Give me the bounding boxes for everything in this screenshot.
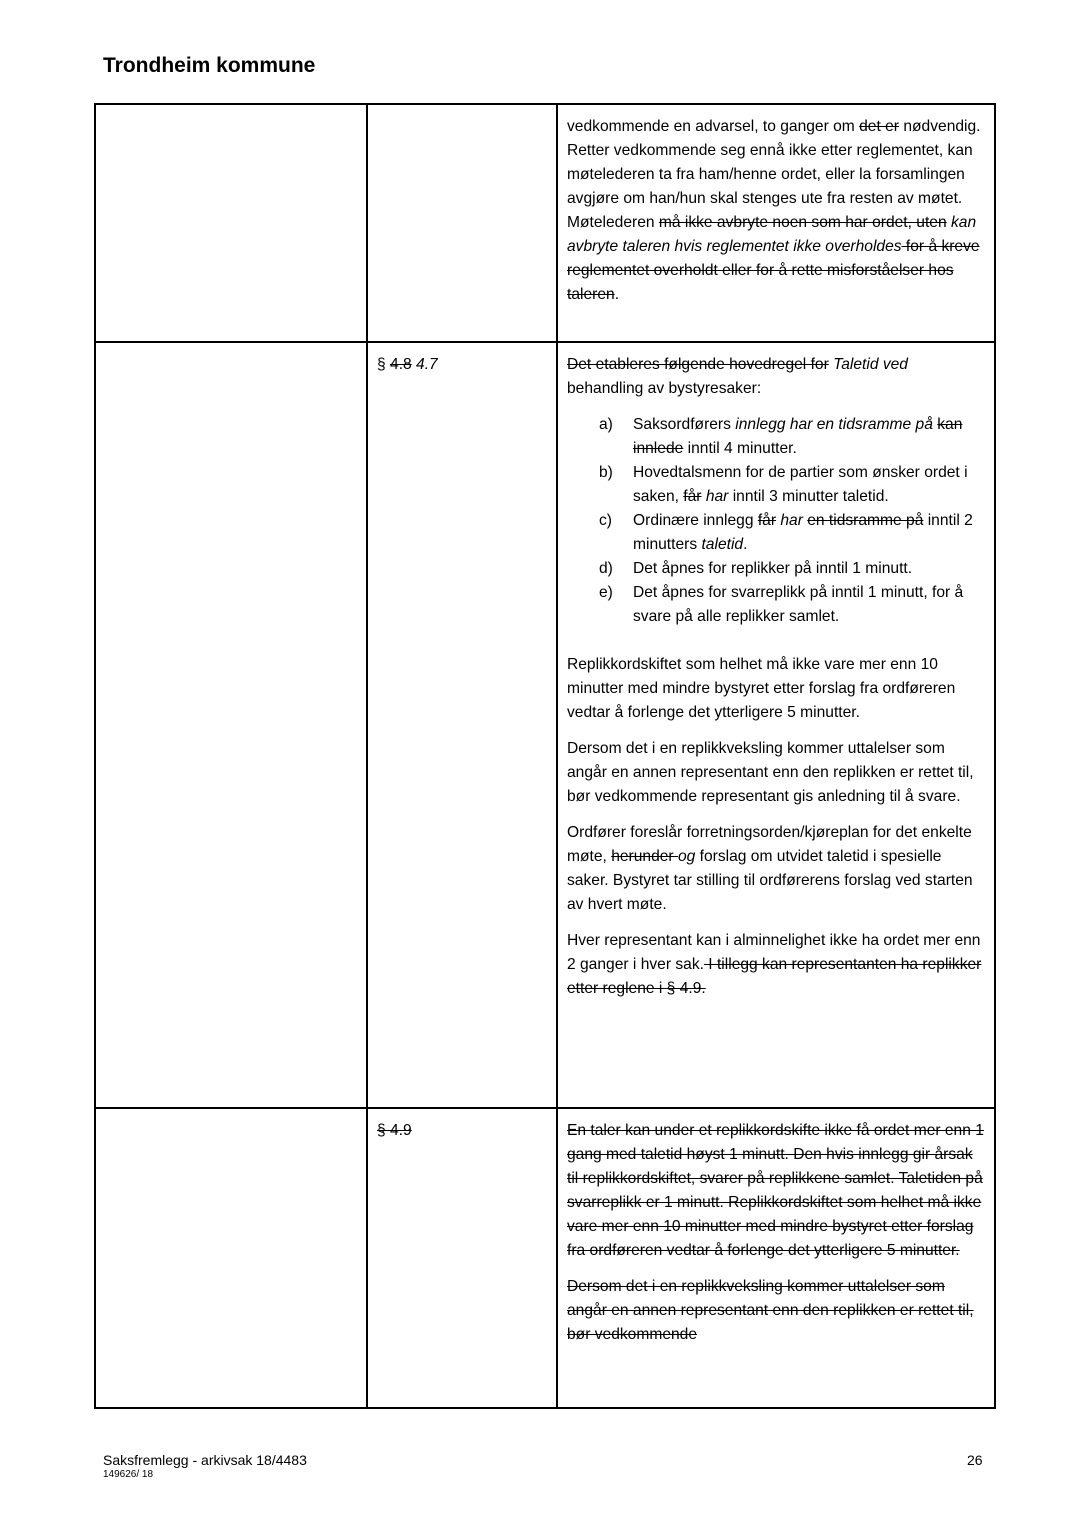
cell-section: [367, 1108, 557, 1408]
list-label: e): [599, 584, 613, 601]
section-number: [377, 353, 548, 377]
paragraph: [567, 821, 986, 917]
text-run: forslag om utvidet taletid i spesielle saker. Bystyret tar stilling til ordførerens forslag ved starten av hvert møte.: [567, 848, 973, 913]
inserted-text: innlegg har en tidsramme på: [735, 416, 938, 433]
text-run: Ordfører foreslår forretningsorden/kjøreplan for det enkelte møte,: [567, 824, 972, 865]
text-run: inntil 3 minutter taletid.: [728, 488, 889, 505]
text-run: Ordinære innlegg: [633, 512, 758, 529]
list-text: [633, 461, 986, 509]
cell-text: [557, 342, 995, 1108]
table-row: [95, 342, 995, 1108]
time-limit-list: [567, 413, 986, 629]
text-run: Det åpnes for svarreplikk på inntil 1 minutt, for å svare på alle replikker samlet.: [633, 584, 964, 625]
text-run: .: [743, 536, 748, 553]
text-run: inntil 2 minutters: [633, 512, 973, 553]
page-header-title: Trondheim kommune: [103, 54, 316, 77]
cell-empty: [95, 1108, 367, 1408]
inserted-text: kan avbryte taleren hvis reglementet ikke overholdes: [567, 214, 977, 255]
deleted-text: 4.8: [390, 356, 412, 373]
cell-empty: [95, 342, 367, 1108]
deleted-text: I tillegg kan representanten ha replikker etter reglene i § 4.9.: [567, 956, 982, 997]
list-item: [599, 413, 986, 461]
paragraph: [567, 653, 986, 725]
deleted-text: Det etableres følgende hovedregel for: [567, 356, 829, 373]
paragraph: [567, 737, 986, 809]
footer-archive-number: 149626/ 18: [103, 1469, 154, 1480]
text-run: Replikkordskiftet som helhet må ikke vare mer enn 10 minutter med mindre bystyret etter forslag fra ordføreren vedtar å forlenge det ytterligere 5 minutter.: [567, 656, 956, 721]
list-label: c): [599, 512, 612, 529]
inserted-text: Taletid ved: [828, 356, 908, 373]
deleted-text: det er: [859, 118, 900, 135]
footer-document-ref: Saksfremlegg - arkivsak 18/4483: [103, 1452, 307, 1468]
paragraph-intro: [567, 353, 986, 401]
deleted-text: En taler kan under et replikkordskifte ikke få ordet mer enn 1 gang med taletid høyst 1 minutt. Den hvis innlegg gir årsak til replikkordskiftet, svarer på replikkene samlet. Taletiden på svarreplikk er 1 minutt. Replikkordskiftet som helhet må ikke vare mer enn 10 minutter med mindre bystyret etter forslag fra ordføreren vedtar å forlenge det ytterligere 5 minutter.: [567, 1122, 984, 1259]
section-number: [377, 1119, 548, 1143]
text-run: Hver representant kan i alminnelighet ikke ha ordet mer enn 2 ganger i hver sak.: [567, 932, 981, 973]
deleted-text: § 4.9: [377, 1122, 412, 1139]
footer: [103, 1452, 307, 1480]
paragraph: [567, 1275, 986, 1347]
paragraph: [567, 115, 986, 307]
inserted-text: taletid: [701, 536, 744, 553]
text-run: inntil 4 minutter.: [683, 440, 797, 457]
inserted-text: og: [677, 848, 696, 865]
list-item: [599, 581, 986, 629]
text-run: behandling av bystyresaker:: [567, 380, 762, 397]
deleted-text: for å kreve reglementet overholdt eller for å rette misforståelser hos taleren: [567, 238, 980, 303]
text-run: §: [377, 356, 391, 373]
text-run: Hovedtalsmenn for de partier som ønsker ordet i saken,: [633, 464, 968, 505]
text-run: .: [614, 286, 620, 303]
inserted-text: 4.7: [411, 356, 438, 373]
cell-section: [367, 342, 557, 1108]
list-item: [599, 557, 986, 581]
cell-section: [367, 104, 557, 342]
deleted-text: en tidsramme på: [807, 512, 924, 529]
cell-empty: [95, 104, 367, 342]
regulation-table: [94, 103, 996, 1409]
inserted-text: har: [701, 488, 729, 505]
list-label: d): [599, 560, 613, 577]
deleted-text: herunder: [611, 848, 678, 865]
list-text: [633, 557, 912, 581]
deleted-text: kan innlede: [633, 416, 963, 457]
table-row: [95, 1108, 995, 1408]
list-label: b): [599, 464, 613, 481]
cell-text: [557, 104, 995, 342]
list-text: [633, 509, 986, 557]
text-run: Dersom det i en replikkveksling kommer uttalelser som angår en annen representant enn den replikken er rettet til, bør vedkommende representant gis anledning til å svare.: [567, 740, 974, 805]
list-text: [633, 581, 986, 629]
deleted-text: må ikke avbryte noen som har ordet, uten: [658, 214, 947, 231]
paragraph: [567, 929, 986, 1001]
text-run: Det åpnes for replikker på inntil 1 minutt.: [633, 560, 913, 577]
list-label: a): [599, 416, 613, 433]
deleted-text: får: [683, 488, 702, 505]
inserted-text: har: [776, 512, 808, 529]
text-run: nødvendig. Retter vedkommende seg ennå ikke etter reglementet, kan møtelederen ta fra ham/henne ordet, eller la forsamlingen avgjøre om han/hun skal stenges ute fra resten av møtet. Møtelederen: [567, 118, 981, 231]
deleted-text: Dersom det i en replikkveksling kommer uttalelser som angår en annen representant enn den replikken er rettet til, bør vedkommende: [567, 1278, 974, 1343]
list-item: [599, 461, 986, 509]
page-number: 26: [967, 1452, 983, 1468]
paragraph: [567, 1119, 986, 1263]
cell-text: [557, 1108, 995, 1408]
text-run: Saksordførers: [633, 416, 736, 433]
list-text: [633, 413, 986, 461]
list-item: [599, 509, 986, 557]
deleted-text: får: [757, 512, 777, 529]
table-row: [95, 104, 995, 342]
text-run: vedkommende en advarsel, to ganger om: [567, 118, 860, 135]
